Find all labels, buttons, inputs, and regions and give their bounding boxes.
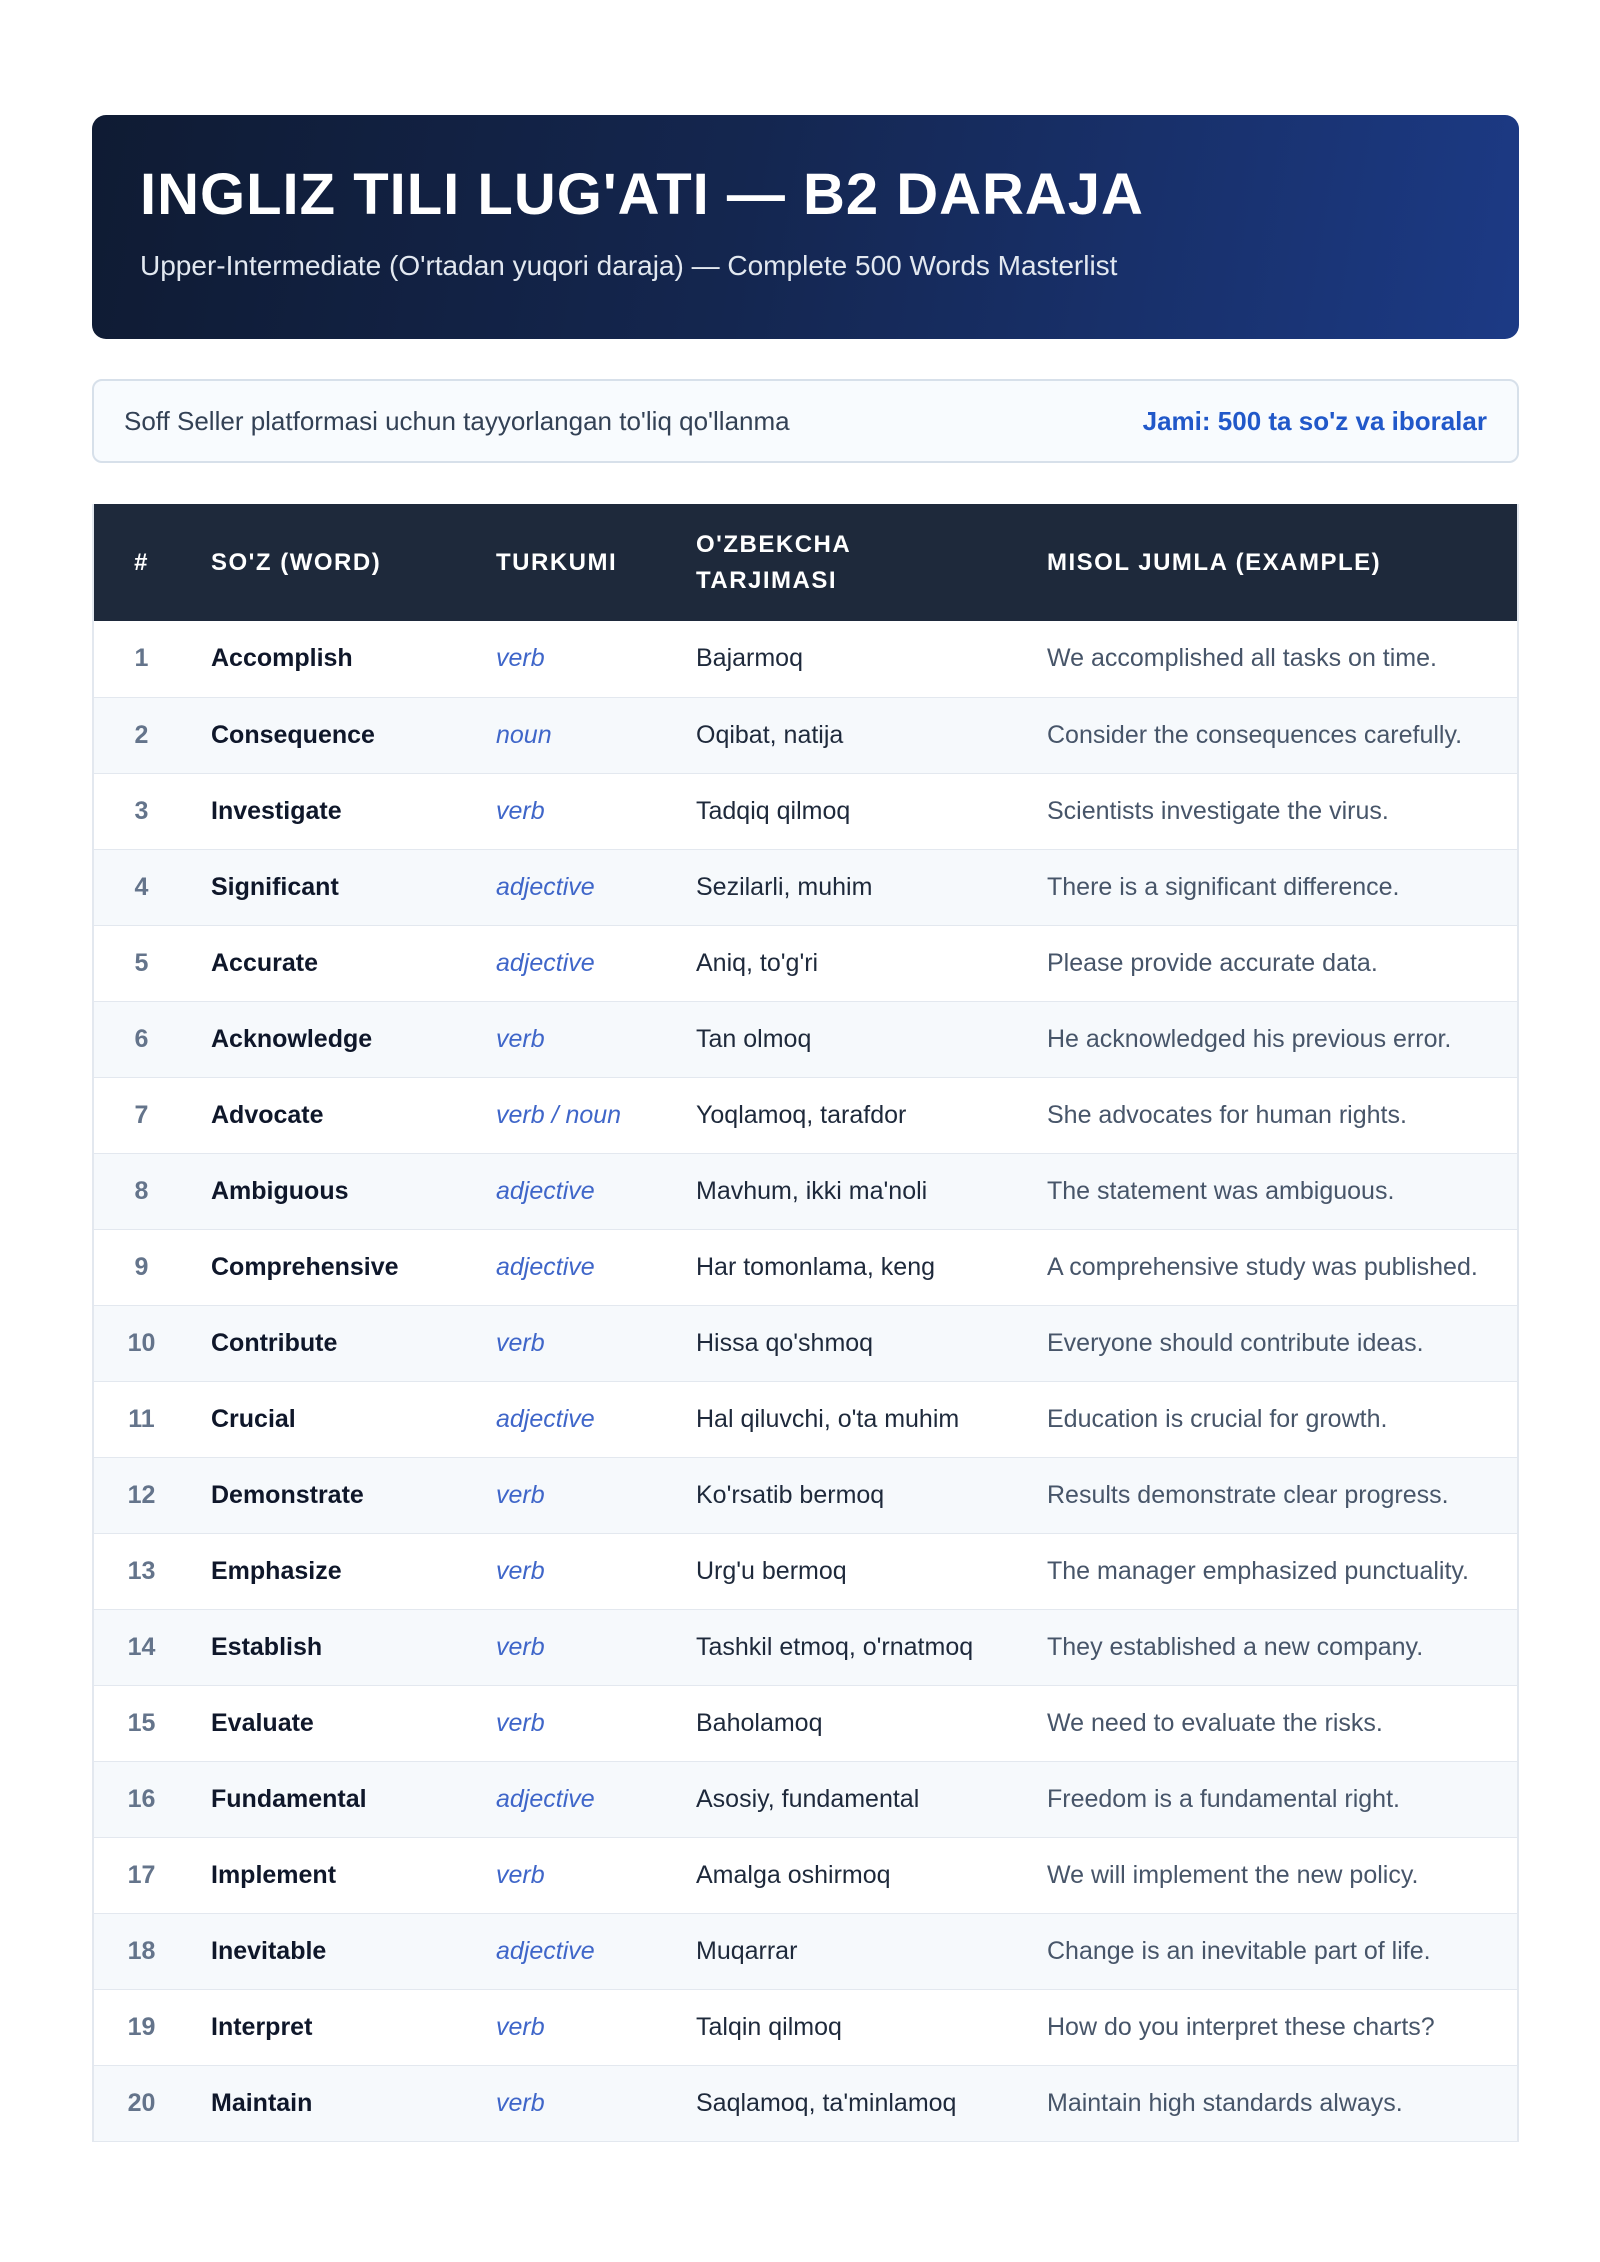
row-translation: Oqibat, natija bbox=[674, 697, 1029, 773]
row-translation: Tadqiq qilmoq bbox=[674, 773, 1029, 849]
row-example: There is a significant difference. bbox=[1029, 849, 1517, 925]
row-number: 20 bbox=[94, 2065, 189, 2141]
row-word: Crucial bbox=[189, 1381, 474, 1457]
table-row bbox=[94, 1001, 1517, 1077]
row-word-type: verb bbox=[474, 1609, 674, 1685]
row-translation: Mavhum, ikki ma'noli bbox=[674, 1153, 1029, 1229]
column-header-type: TURKUMI bbox=[496, 548, 618, 576]
table-row bbox=[94, 1229, 1517, 1305]
row-word: Contribute bbox=[189, 1305, 474, 1381]
row-word: Acknowledge bbox=[189, 1001, 474, 1077]
row-word-type: adjective bbox=[474, 1153, 674, 1229]
table-row bbox=[94, 1077, 1517, 1153]
row-word-type: adjective bbox=[474, 1381, 674, 1457]
row-word: Significant bbox=[189, 849, 474, 925]
row-number: 7 bbox=[94, 1077, 189, 1153]
row-word-type: verb bbox=[474, 1685, 674, 1761]
row-number: 18 bbox=[94, 1913, 189, 1989]
row-translation: Hissa qo'shmoq bbox=[674, 1305, 1029, 1381]
row-translation: Asosiy, fundamental bbox=[674, 1761, 1029, 1837]
table-row bbox=[94, 697, 1517, 773]
row-translation: Talqin qilmoq bbox=[674, 1989, 1029, 2065]
row-word: Interpret bbox=[189, 1989, 474, 2065]
row-word-type: verb bbox=[474, 1989, 674, 2065]
info-banner bbox=[92, 379, 1519, 463]
table-row bbox=[94, 1609, 1517, 1685]
row-word-type: verb bbox=[474, 1001, 674, 1077]
table-row bbox=[94, 1153, 1517, 1229]
row-translation: Har tomonlama, keng bbox=[674, 1229, 1029, 1305]
table-row bbox=[94, 1989, 1517, 2065]
page-subtitle: Upper-Intermediate (O'rtadan yuqori daraja) — Complete 500 Words Masterlist bbox=[140, 249, 1118, 281]
row-word: Advocate bbox=[189, 1077, 474, 1153]
table-row bbox=[94, 925, 1517, 1001]
column-header-word: SO'Z (WORD) bbox=[211, 548, 382, 576]
table-row bbox=[94, 2065, 1517, 2141]
row-word: Fundamental bbox=[189, 1761, 474, 1837]
row-number: 9 bbox=[94, 1229, 189, 1305]
table-row bbox=[94, 1761, 1517, 1837]
row-word: Emphasize bbox=[189, 1533, 474, 1609]
row-word: Accurate bbox=[189, 925, 474, 1001]
page-header bbox=[92, 115, 1519, 339]
row-number: 16 bbox=[94, 1761, 189, 1837]
row-example: Consider the consequences carefully. bbox=[1029, 697, 1517, 773]
row-word: Investigate bbox=[189, 773, 474, 849]
row-example: Freedom is a fundamental right. bbox=[1029, 1761, 1517, 1837]
row-translation: Amalga oshirmoq bbox=[674, 1837, 1029, 1913]
row-example: We will implement the new policy. bbox=[1029, 1837, 1517, 1913]
table-row bbox=[94, 773, 1517, 849]
row-word-type: verb bbox=[474, 1533, 674, 1609]
row-word: Maintain bbox=[189, 2065, 474, 2141]
row-word: Establish bbox=[189, 1609, 474, 1685]
row-example: They established a new company. bbox=[1029, 1609, 1517, 1685]
row-word-type: adjective bbox=[474, 1229, 674, 1305]
table-row bbox=[94, 1305, 1517, 1381]
row-example: We accomplished all tasks on time. bbox=[1029, 621, 1517, 697]
row-number: 10 bbox=[94, 1305, 189, 1381]
table-row bbox=[94, 1533, 1517, 1609]
table-header-row bbox=[94, 504, 1517, 621]
column-header-number: # bbox=[134, 548, 149, 576]
row-example: Results demonstrate clear progress. bbox=[1029, 1457, 1517, 1533]
row-word: Comprehensive bbox=[189, 1229, 474, 1305]
vocabulary-table bbox=[94, 504, 1517, 2142]
row-translation: Yoqlamoq, tarafdor bbox=[674, 1077, 1029, 1153]
row-word: Evaluate bbox=[189, 1685, 474, 1761]
row-number: 19 bbox=[94, 1989, 189, 2065]
row-word-type: adjective bbox=[474, 1761, 674, 1837]
row-number: 11 bbox=[94, 1381, 189, 1457]
row-example: A comprehensive study was published. bbox=[1029, 1229, 1517, 1305]
row-example: Change is an inevitable part of life. bbox=[1029, 1913, 1517, 1989]
row-example: We need to evaluate the risks. bbox=[1029, 1685, 1517, 1761]
row-translation: Tan olmoq bbox=[674, 1001, 1029, 1077]
table-row bbox=[94, 1913, 1517, 1989]
row-example: Please provide accurate data. bbox=[1029, 925, 1517, 1001]
page-title: INGLIZ TILI LUG'ATI — B2 DARAJA bbox=[140, 162, 1144, 227]
row-example: He acknowledged his previous error. bbox=[1029, 1001, 1517, 1077]
table-row bbox=[94, 1685, 1517, 1761]
table-body bbox=[94, 621, 1517, 2141]
row-example: She advocates for human rights. bbox=[1029, 1077, 1517, 1153]
row-translation: Urg'u bermoq bbox=[674, 1533, 1029, 1609]
row-word-type: verb bbox=[474, 2065, 674, 2141]
row-number: 6 bbox=[94, 1001, 189, 1077]
table-header bbox=[94, 504, 1517, 621]
row-word: Inevitable bbox=[189, 1913, 474, 1989]
row-translation: Sezilarli, muhim bbox=[674, 849, 1029, 925]
row-translation: Aniq, to'g'ri bbox=[674, 925, 1029, 1001]
row-example: Scientists investigate the virus. bbox=[1029, 773, 1517, 849]
row-example: The manager emphasized punctuality. bbox=[1029, 1533, 1517, 1609]
row-example: Maintain high standards always. bbox=[1029, 2065, 1517, 2141]
table-row bbox=[94, 1457, 1517, 1533]
table-row bbox=[94, 621, 1517, 697]
row-word-type: adjective bbox=[474, 1913, 674, 1989]
row-number: 13 bbox=[94, 1533, 189, 1609]
row-example: The statement was ambiguous. bbox=[1029, 1153, 1517, 1229]
row-number: 1 bbox=[94, 621, 189, 697]
info-description: Soff Seller platformasi uchun tayyorlangan to'liq qo'llanma bbox=[124, 405, 790, 436]
row-word-type: verb bbox=[474, 1457, 674, 1533]
row-number: 17 bbox=[94, 1837, 189, 1913]
row-number: 2 bbox=[94, 697, 189, 773]
vocabulary-table-container bbox=[92, 504, 1519, 2142]
row-number: 12 bbox=[94, 1457, 189, 1533]
column-header-example: MISOL JUMLA (EXAMPLE) bbox=[1047, 548, 1382, 576]
row-example: Everyone should contribute ideas. bbox=[1029, 1305, 1517, 1381]
row-word: Accomplish bbox=[189, 621, 474, 697]
row-word-type: adjective bbox=[474, 849, 674, 925]
row-word-type: verb / noun bbox=[474, 1077, 674, 1153]
row-word-type: verb bbox=[474, 1305, 674, 1381]
row-word-type: verb bbox=[474, 773, 674, 849]
table-row bbox=[94, 849, 1517, 925]
row-number: 15 bbox=[94, 1685, 189, 1761]
row-translation: Baholamoq bbox=[674, 1685, 1029, 1761]
row-word-type: noun bbox=[474, 697, 674, 773]
row-translation: Ko'rsatib bermoq bbox=[674, 1457, 1029, 1533]
row-word: Consequence bbox=[189, 697, 474, 773]
row-translation: Hal qiluvchi, o'ta muhim bbox=[674, 1381, 1029, 1457]
row-word: Demonstrate bbox=[189, 1457, 474, 1533]
row-example: How do you interpret these charts? bbox=[1029, 1989, 1517, 2065]
row-translation: Muqarrar bbox=[674, 1913, 1029, 1989]
table-row bbox=[94, 1837, 1517, 1913]
row-word-type: adjective bbox=[474, 925, 674, 1001]
row-number: 3 bbox=[94, 773, 189, 849]
column-header-translation-text: O'ZBEKCHA TARJIMASI bbox=[696, 530, 851, 594]
row-number: 8 bbox=[94, 1153, 189, 1229]
total-count: Jami: 500 ta so'z va iboralar bbox=[1142, 405, 1487, 436]
row-number: 5 bbox=[94, 925, 189, 1001]
column-header-translation bbox=[674, 504, 1029, 621]
row-word: Ambiguous bbox=[189, 1153, 474, 1229]
row-translation: Saqlamoq, ta'minlamoq bbox=[674, 2065, 1029, 2141]
row-translation: Bajarmoq bbox=[674, 621, 1029, 697]
row-example: Education is crucial for growth. bbox=[1029, 1381, 1517, 1457]
table-row bbox=[94, 1381, 1517, 1457]
row-word-type: verb bbox=[474, 1837, 674, 1913]
row-word-type: verb bbox=[474, 621, 674, 697]
row-translation: Tashkil etmoq, o'rnatmoq bbox=[674, 1609, 1029, 1685]
row-number: 4 bbox=[94, 849, 189, 925]
row-number: 14 bbox=[94, 1609, 189, 1685]
row-word: Implement bbox=[189, 1837, 474, 1913]
